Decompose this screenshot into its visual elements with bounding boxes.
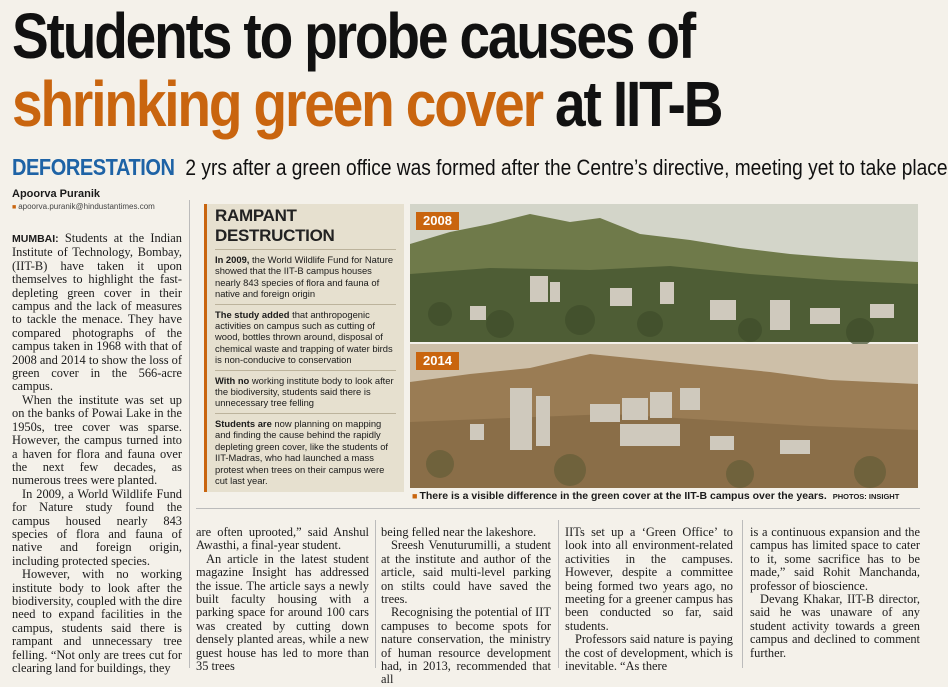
article-column-3 bbox=[381, 525, 551, 687]
kicker bbox=[12, 154, 948, 181]
author-name: Apoorva Puranik bbox=[12, 188, 101, 200]
paragraph: Recognising the potential of IIT campuses to become spots for nature conservation, the ministry of human resource development had, in 2013, recommended that all bbox=[381, 605, 551, 687]
article-column-1 bbox=[12, 231, 182, 675]
paragraph: IITs set up a ‘Green Office’ to look into all environment-related activities in the campuses. However, despite a committee being formed two years ago, no meeting for a greener campus has been conducted so far, said students. bbox=[565, 525, 733, 633]
square-bullet-icon: ■ bbox=[412, 491, 418, 501]
campus-photo-2008 bbox=[410, 204, 918, 342]
sidebar-item bbox=[215, 370, 396, 413]
sidebar-item-lead: With no bbox=[215, 374, 250, 386]
sidebar-item-lead: The study added bbox=[215, 308, 290, 320]
author-email[interactable]: ■ apoorva.puranik@hindustantimes.com bbox=[12, 202, 155, 211]
column-divider bbox=[558, 520, 559, 668]
section-tag: DEFORESTATION bbox=[12, 154, 175, 180]
paragraph: When the institute was set up on the banks of Powai Lake in the 1950s, tree cover was sparse. However, the campus turned into a haven for flora and fauna over the next few decades, as numerous trees were planted. bbox=[12, 392, 182, 488]
headline-highlight: shrinking green cover bbox=[12, 68, 542, 140]
paragraph: In 2009, a World Wildlife Fund for Nature study found the campus housed nearly 843 species of flora and fauna of native and foreign origin, including protected species. bbox=[12, 486, 182, 568]
sidebar-item-text: now planning on mapping and finding the cause behind the rapidly depleting green cover, like the students of IIT-Madras, who had launched a mass protest when trees on their campus were cut last year. bbox=[215, 417, 389, 486]
photo-2014 bbox=[410, 344, 918, 488]
sidebar-item bbox=[215, 249, 396, 304]
paragraph bbox=[12, 232, 182, 394]
sidebar-item-text: working institute body to look after the biodiversity, students said there is unnecessary tree felling bbox=[215, 374, 394, 409]
deck: 2 yrs after a green office was formed after the Centre’s directive, meeting yet to take place bbox=[185, 155, 948, 180]
column-divider bbox=[742, 520, 743, 668]
article-column-5 bbox=[750, 526, 920, 668]
photo-caption bbox=[412, 490, 920, 502]
sidebar-box bbox=[204, 204, 404, 492]
section-divider bbox=[196, 508, 920, 509]
paragraph: An article in the latest student magazine Insight has addressed the issue. The article says a newly built faculty housing with a parking space for around 100 cars was created by cutting down densely planted areas, while a new guest house has led to more than 35 trees bbox=[196, 551, 369, 674]
dateline: MUMBAI: bbox=[12, 233, 59, 245]
sidebar-item bbox=[215, 413, 396, 490]
sidebar-title: RAMPANT DESTRUCTION bbox=[215, 206, 335, 245]
campus-photo-2014 bbox=[410, 344, 918, 488]
year-label-2008: 2008 bbox=[416, 212, 459, 230]
paragraph: Sreesh Venuturumilli, a student at the institute and author of the article, said multi-level parking on stilts could have saved the trees. bbox=[381, 538, 551, 607]
headline-tail: at IIT-B bbox=[555, 68, 722, 140]
paragraph: being felled near the lakeshore. bbox=[381, 525, 537, 539]
byline bbox=[12, 188, 155, 211]
sidebar-item bbox=[215, 304, 396, 370]
sidebar-item-lead: In 2009, bbox=[215, 254, 250, 265]
headline bbox=[12, 2, 786, 138]
paragraph-text: Students at the Indian Institute of Technology, Bombay, (IIT-B) have taken it upon themselves to highlight the fast-depleting green cover in their campus and the lack of measures to tackle the menace. They have compared photographs of the campus taken in 1968 with that of 2008 and 2014 to show the loss of green cover in the 566-acre campus. bbox=[12, 231, 182, 394]
photo-credit: PHOTOS: INSIGHT bbox=[832, 492, 900, 501]
paragraph: However, with no working institute body to look after the biodiversity, coupled with the dire need to expand facilities in the campus, students said there is rampant and unnecessary tree felling. “Not only are trees cut for clearing land for buildings, they bbox=[12, 567, 182, 675]
paragraph: Professors said nature is paying the cost of development, which is inevitable. “As there bbox=[565, 632, 733, 674]
sidebar-item-text: the World Wildlife Fund for Nature showed that the IIT-B campus houses nearly 843 species of flora and fauna of native and foreign origin bbox=[215, 254, 394, 300]
sidebar-item-lead: Students are bbox=[215, 417, 272, 429]
article-column-4 bbox=[565, 525, 733, 674]
headline-line-1: Students to probe causes of bbox=[12, 0, 695, 72]
column-divider bbox=[375, 520, 376, 668]
sidebar-item-text: that anthropogenic activities on campus such as cutting of wood, bottles thrown around, disposal of chemical waste and trapping of water birds is non-conducive to conservation bbox=[215, 308, 393, 366]
paragraph: is a continuous expansion and the campus has limited space to cater to it, some sacrifice has to be made,” said Rohit Manchanda, professor of bioscience. bbox=[750, 525, 920, 593]
article-column-2 bbox=[196, 525, 369, 674]
caption-text: There is a visible difference in the green cover at the IIT-B campus over the years. bbox=[419, 490, 827, 502]
paragraph: Devang Khakar, IIT-B director, said he was unaware of any student activity towards a green campus and declined to comment further. bbox=[750, 592, 920, 660]
year-label-2014: 2014 bbox=[416, 352, 459, 370]
photo-2008 bbox=[410, 204, 918, 342]
headline-line-2 bbox=[12, 70, 786, 138]
column-divider bbox=[189, 200, 190, 668]
paragraph: are often uprooted,” said Anshul Awasthi, a final-year student. bbox=[196, 525, 369, 553]
